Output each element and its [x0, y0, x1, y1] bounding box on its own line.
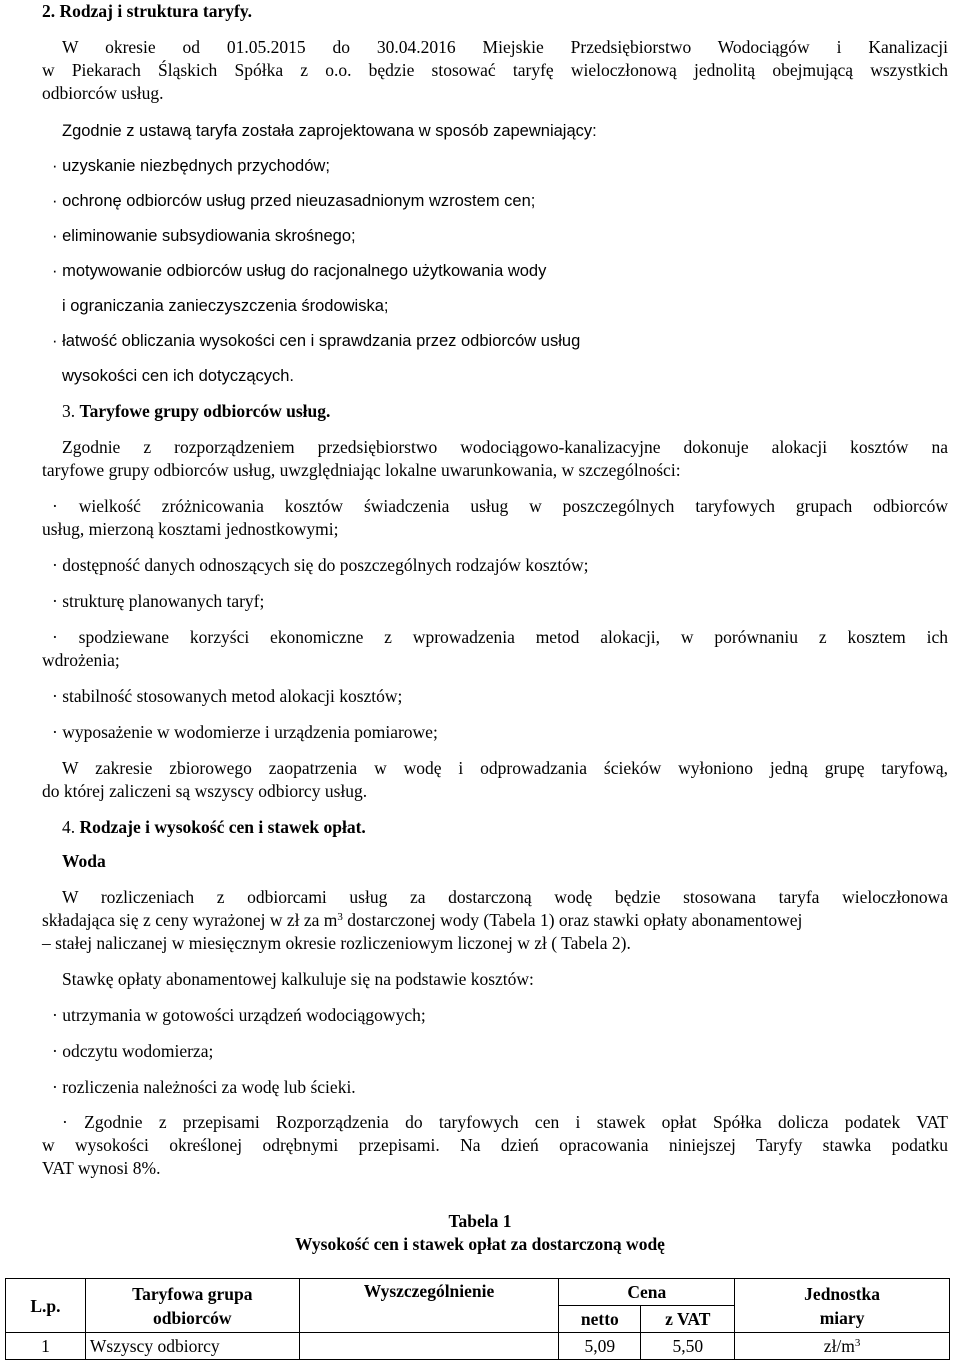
sec3-p1-line-1: Zgodnie z rozporządzeniem przedsiębiorstwo wodociągowo-kanalizacyjne dokonuje alokacji kosztów na: [62, 437, 948, 457]
header-price: Cena: [559, 1279, 735, 1306]
abonament-item: · odczytu wodomierza;: [52, 1041, 214, 1061]
sec2-intro-line-1: W okresie od 01.05.2015 do 30.04.2016 Miejskie Przedsiębiorstwo Wodociągów i Kanalizacji: [62, 37, 948, 57]
sec3-p2-line-1: W zakresie zbiorowego zaopatrzenia w wodę i odprowadzania ścieków wyłoniono jedną grupę taryfową,: [62, 758, 948, 778]
cell-netto: 5,09: [559, 1333, 641, 1360]
abonament-lead: Stawkę opłaty abonamentowej kalkuluje się na podstawie kosztów:: [62, 969, 534, 989]
sec2-purpose-lead: Zgodnie z ustawą taryfa została zaprojektowana w sposób zapewniający:: [62, 122, 597, 140]
sec3-item-line: wdrożenia;: [42, 650, 120, 670]
cell-unit-superscript: 3: [854, 1336, 861, 1349]
header-group-line-2: odbiorców: [153, 1307, 232, 1328]
vat-line-3: VAT wynosi 8%.: [42, 1158, 161, 1178]
header-unit-line-2: miary: [819, 1307, 865, 1328]
section-3-number: 3.: [62, 401, 76, 421]
cell-vat: 5,50: [641, 1333, 735, 1360]
sec4-p1-line-2a: składająca się z ceny wyrażonej w zł za m: [42, 910, 338, 930]
sec2-purpose-item: · uzyskanie niezbędnych przychodów;: [52, 157, 330, 175]
sec3-item-line: · wyposażenie w wodomierze i urządzenia pomiarowe;: [52, 722, 438, 742]
sec3-item-line: · wielkość zróżnicowania kosztów świadczenia usług w poszczególnych taryfowych grupach odbiorców: [52, 496, 948, 516]
sec2-purpose-item: · motywowanie odbiorców usług do racjonalnego użytkowania wody: [52, 262, 547, 280]
sec2-purpose-item: · ochronę odbiorców usług przed nieuzasadnionym wzrostem cen;: [52, 192, 536, 210]
header-netto: netto: [559, 1306, 641, 1333]
sec3-item-line: · strukturę planowanych taryf;: [52, 591, 265, 611]
vat-line-2: w wysokości określonej odrębnymi przepisami. Na dzień opracowania niniejszej Taryfy stawka podatku: [42, 1135, 948, 1155]
price-table: [5, 1278, 950, 1360]
table-1-caption: Wysokość cen i stawek opłat za dostarczoną wodę: [295, 1234, 665, 1254]
section-2-heading: 2. Rodzaj i struktura taryfy.: [42, 1, 252, 21]
section-4-heading: [62, 816, 366, 839]
abonament-item: · rozliczenia należności za wodę lub ścieki.: [52, 1077, 356, 1097]
cell-lp: 1: [6, 1333, 86, 1360]
sec2-purpose-item: · łatwość obliczania wysokości cen i sprawdzania przez odbiorców usług: [52, 332, 581, 350]
header-spec: Wyszczególnienie: [299, 1279, 559, 1333]
sec2-intro-line-2: w Piekarach Śląskich Spółka z o.o. będzie stosować taryfę wieloczłonową jednolitą obejmującą wszystkich: [42, 60, 948, 80]
sec3-item-line: usług, mierzoną kosztami jednostkowymi;: [42, 519, 339, 539]
sec2-purpose-item-cont: wysokości cen ich dotyczących.: [62, 367, 295, 385]
sec4-p1-line-2b: dostarczonej wody (Tabela 1) oraz stawki opłaty abonamentowej: [342, 910, 803, 930]
section-3-title: Taryfowe grupy odbiorców usług.: [79, 401, 331, 421]
cubic-superscript: 3: [337, 911, 343, 923]
table-header-row: [6, 1279, 950, 1306]
header-unit-line-1: Jednostka: [804, 1283, 881, 1304]
section-4-number: 4.: [62, 817, 76, 837]
sec4-p1-line-2: [42, 909, 948, 932]
header-vat: z VAT: [641, 1306, 735, 1333]
sec3-item-line: · stabilność stosowanych metod alokacji kosztów;: [52, 686, 403, 706]
sec3-item-line: · spodziewane korzyści ekonomiczne z wprowadzenia metod alokacji, w porównaniu z kosztem ich: [52, 627, 948, 647]
cell-unit: [735, 1333, 950, 1360]
water-subheading: Woda: [62, 851, 106, 871]
table-1-label: Tabela 1: [448, 1211, 512, 1231]
cell-unit-text: zł/m: [823, 1335, 855, 1356]
cell-spec: [299, 1333, 559, 1360]
header-group-line-1: Taryfowa grupa: [132, 1283, 253, 1304]
sec4-p1-line-1: W rozliczeniach z odbiorcami usług za dostarczoną wodę będzie stosowana taryfa wieloczłonowa: [62, 887, 948, 907]
sec2-purpose-item: · eliminowanie subsydiowania skrośnego;: [52, 227, 356, 245]
cell-group: Wszyscy odbiorcy: [85, 1333, 299, 1360]
table-row: [6, 1333, 950, 1360]
sec2-intro-line-3: odbiorców usług.: [42, 83, 164, 103]
sec3-item-line: · dostępność danych odnoszących się do poszczególnych rodzajów kosztów;: [52, 555, 589, 575]
vat-line-1: · Zgodnie z przepisami Rozporządzenia do taryfowych cen i stawek opłat Spółka dolicza podatek VAT: [62, 1112, 948, 1132]
abonament-item: · utrzymania w gotowości urządzeń wodociągowych;: [52, 1005, 426, 1025]
header-group: [85, 1279, 299, 1333]
section-3-heading: [62, 400, 330, 423]
section-4-title: Rodzaje i wysokość cen i stawek opłat.: [79, 817, 366, 837]
sec3-p2-line-2: do której zaliczeni są wszyscy odbiorcy usług.: [42, 781, 368, 801]
header-lp: L.p.: [6, 1279, 86, 1333]
sec3-p1-line-2: taryfowe grupy odbiorców usług, uwzględniając lokalne uwarunkowania, w szczególności:: [42, 460, 681, 480]
sec4-p1-line-3: – stałej naliczanej w miesięcznym okresie rozliczeniowym liczonej w zł ( Tabela 2).: [42, 933, 631, 953]
header-unit: [735, 1279, 950, 1333]
sec2-purpose-item-cont: i ograniczania zanieczyszczenia środowiska;: [62, 297, 389, 315]
